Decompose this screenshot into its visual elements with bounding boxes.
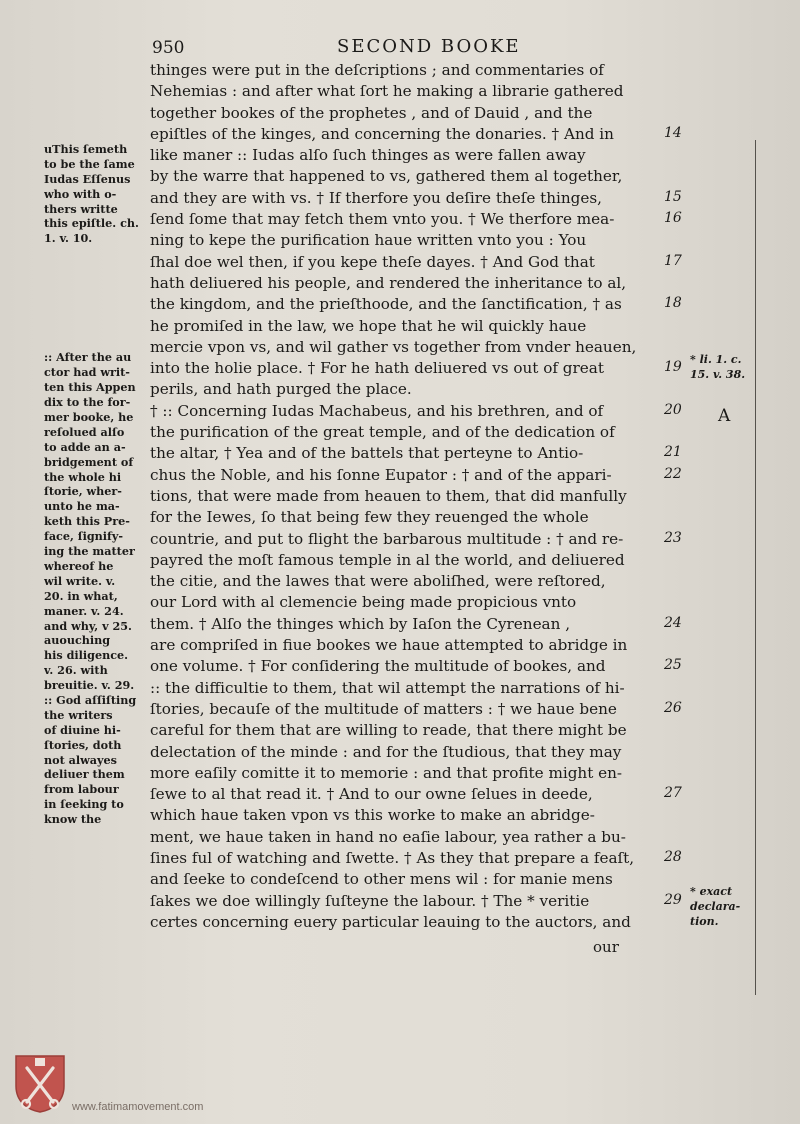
margin-note-line: not alwayes bbox=[44, 752, 117, 767]
verse-number: 24 bbox=[664, 614, 682, 631]
verse-number: 14 bbox=[664, 124, 682, 141]
text-line: together bookes of the prophetes , and of Dauid , and the bbox=[150, 103, 593, 122]
margin-note-line: bridgement of bbox=[44, 454, 134, 469]
text-line: tions, that were made from heauen to them, that did manfully bbox=[150, 486, 627, 505]
margin-note-line bbox=[44, 276, 149, 291]
margin-note-line: ſtories, doth bbox=[44, 737, 122, 752]
margin-note-line bbox=[44, 261, 149, 276]
text-line: epiſtles of the kinges, and concerning the donaries. † And in bbox=[150, 124, 614, 143]
text-line: one volume. † For conſidering the multitude of bookes, and bbox=[150, 657, 606, 676]
margin-note-line: whereof he bbox=[44, 558, 114, 573]
margin-note-line: who with o- bbox=[44, 186, 117, 201]
text-line: the altar, † Yea and of the battels that perteyne to Antio- bbox=[150, 444, 584, 463]
text-line: into the holie place. † For he hath deliuered vs out of great bbox=[150, 359, 604, 378]
margin-note-line: this epiſtle. ch. bbox=[44, 216, 139, 231]
text-line: perils, and hath purged the place. bbox=[150, 380, 412, 399]
watermark-url: www.fatimamovement.com bbox=[72, 1101, 204, 1113]
papal-keys-logo bbox=[12, 1052, 68, 1114]
verse-number: 23 bbox=[664, 529, 682, 546]
text-line: countrie, and put to flight the barbarous multitude : † and re- bbox=[150, 529, 624, 548]
text-line: by the warre that happened to vs, gathered them al together, bbox=[150, 167, 623, 186]
margin-rule bbox=[755, 140, 756, 995]
margin-note-line bbox=[44, 336, 149, 351]
margin-note-line: breuitie. v. 29. bbox=[44, 678, 135, 693]
margin-note-line bbox=[44, 306, 149, 321]
section-marker: A bbox=[718, 406, 731, 426]
margin-note-line: ſtorie, wher- bbox=[44, 484, 122, 499]
margin-note-line: face, ſignify- bbox=[44, 529, 124, 544]
margin-note-line: thers writte bbox=[44, 201, 118, 216]
margin-note-line: uThis ſemeth bbox=[44, 142, 128, 156]
margin-note-line: maner. v. 24. bbox=[44, 603, 124, 618]
text-line: are compriſed in fiue bookes we haue attempted to abridge in bbox=[150, 636, 628, 655]
catchword: our bbox=[593, 938, 619, 956]
text-line: ſakes we doe willingly ſuſteyne the labour. † The * veritie bbox=[150, 891, 590, 910]
margin-note-line: v. 26. with bbox=[44, 663, 108, 678]
text-line: certes concerning euery particular leauing to the auctors, and bbox=[150, 912, 631, 931]
text-line: which haue taken vpon vs this worke to make an abridge- bbox=[150, 806, 595, 825]
margin-note-line: know the bbox=[44, 812, 102, 827]
right-margin-note-declaration bbox=[690, 884, 740, 929]
verse-number: 25 bbox=[664, 657, 682, 674]
text-line: the kingdom, and the prieſthoode, and the ſanctification, † as bbox=[150, 295, 622, 314]
text-line: careful for them that are willing to reade, that there might be bbox=[150, 721, 627, 740]
text-line: ſtories, becauſe of the multitude of matters : † we haue bene bbox=[150, 699, 617, 718]
text-line: and ſeeke to condeſcend to other mens wil : for manie mens bbox=[150, 870, 613, 889]
margin-note-line: 1. v. 10. bbox=[44, 231, 93, 246]
margin-note-line: deliuer them bbox=[44, 767, 125, 782]
margin-note-line: ten this Appen bbox=[44, 380, 136, 395]
verse-number: 22 bbox=[664, 465, 682, 482]
text-line: the purification of the great temple, and of the dedication of bbox=[150, 423, 615, 442]
margin-note-line: the whole hi bbox=[44, 469, 122, 484]
text-line: ning to kepe the purification haue written vnto you : You bbox=[150, 231, 587, 250]
text-line: payred the moſt famous temple in al the world, and deliuered bbox=[150, 550, 625, 569]
margin-note-line: mer booke, he bbox=[44, 410, 134, 425]
margin-note-line: from labour bbox=[44, 782, 119, 797]
text-line: more eaſily comitte it to memorie : and that profite might en- bbox=[150, 763, 623, 782]
margin-note-line: to be the ſame bbox=[44, 156, 135, 171]
text-line: them. † Alſo the thinges which by Iaſon the Cyrenean , bbox=[150, 614, 571, 633]
margin-note-line bbox=[44, 291, 149, 306]
text-line: ſend ſome that may fetch them vnto you. † We therfore mea- bbox=[150, 210, 615, 229]
margin-note-line: auouching bbox=[44, 633, 111, 648]
margin-note-line: :: God aſſiſting bbox=[44, 692, 137, 707]
left-margin-notes bbox=[44, 142, 149, 827]
text-line: ſewe to al that read it. † And to our owne ſelues in deede, bbox=[150, 785, 593, 804]
verse-number: 26 bbox=[664, 700, 682, 716]
running-title: SECOND BOOKE bbox=[337, 36, 521, 57]
text-line: and they are with vs. † If therfore you deſire theſe thinges, bbox=[150, 188, 602, 207]
margin-note-line: in ſeeking to bbox=[44, 797, 124, 812]
text-line: :: the difficultie to them, that wil attempt the narrations of hi- bbox=[150, 678, 625, 697]
margin-note-line: ing the matter bbox=[44, 544, 135, 559]
margin-note-line bbox=[44, 246, 149, 261]
verse-number: 29 bbox=[664, 891, 682, 908]
margin-note-line bbox=[44, 321, 149, 336]
verse-number: 20 bbox=[664, 401, 682, 418]
right-note-line: 15. v. 38. bbox=[690, 368, 746, 381]
verse-number: 17 bbox=[664, 252, 682, 269]
margin-note-line: Iudas Eſſenus bbox=[44, 171, 131, 186]
text-line: hath deliuered his people, and rendered the inheritance to al, bbox=[150, 273, 627, 292]
verse-number: 21 bbox=[664, 444, 682, 461]
text-line: ſines ful of watching and ſwette. † As they that prepare a feaſt, bbox=[150, 848, 635, 867]
text-line: mercie vpon vs, and wil gather vs together from vnder heauen, bbox=[150, 337, 637, 356]
margin-note-line: 20. in what, bbox=[44, 588, 118, 603]
verse-number: 27 bbox=[664, 785, 682, 802]
margin-note-line: unto he ma- bbox=[44, 499, 120, 514]
margin-note-line: :: After the au bbox=[44, 350, 132, 365]
right-margin-note-reference bbox=[690, 352, 745, 382]
verse-number: 16 bbox=[664, 210, 682, 227]
margin-note-line: reſolued alſo bbox=[44, 424, 125, 439]
right-note-line: * exact bbox=[690, 885, 733, 898]
text-line: chus the Noble, and his ſonne Eupator : † and of the appari- bbox=[150, 465, 612, 484]
margin-note-line: dix to the for- bbox=[44, 395, 131, 410]
margin-note-line: keth this Pre- bbox=[44, 514, 130, 529]
text-line: for the Iewes, ſo that being few they reuenged the whole bbox=[150, 508, 589, 527]
text-line: † :: Concerning Iudas Machabeus, and his brethren, and of bbox=[150, 401, 604, 420]
right-note-line: * li. 1. c. bbox=[690, 353, 742, 366]
margin-note-line: of diuine hi- bbox=[44, 722, 121, 737]
page-number: 950 bbox=[152, 38, 185, 58]
right-note-line: tion. bbox=[690, 915, 719, 928]
text-line: ment, we haue taken in hand no eaſie labour, yea rather a bu- bbox=[150, 827, 626, 846]
text-line: our Lord with al clemencie being made propicious vnto bbox=[150, 593, 577, 612]
margin-note-line: wil write. v. bbox=[44, 573, 116, 588]
verse-number: 15 bbox=[664, 188, 682, 205]
text-line: ſhal doe wel then, if you kepe theſe dayes. † And God that bbox=[150, 252, 595, 271]
margin-note-line: and why, v 25. bbox=[44, 618, 132, 633]
margin-note-line: the writers bbox=[44, 707, 113, 722]
verse-number: 19 bbox=[664, 359, 682, 376]
margin-note-line: ctor had writ- bbox=[44, 365, 130, 380]
text-line: the citie, and the lawes that were aboliſhed, were reſtored, bbox=[150, 572, 606, 591]
text-line: he promiſed in the law, we hope that he wil quickly haue bbox=[150, 316, 587, 335]
text-line: Nehemias : and after what ſort he making a librarie gathered bbox=[150, 82, 624, 101]
text-line: thinges were put in the deſcriptions ; and commentaries of bbox=[150, 61, 604, 79]
text-line: like maner :: Iudas alſo ſuch thinges as were fallen away bbox=[150, 146, 586, 165]
verse-number: 18 bbox=[664, 295, 682, 312]
text-line: delectation of the minde : and for the ſtudious, that they may bbox=[150, 742, 622, 761]
margin-note-line: to adde an a- bbox=[44, 439, 126, 454]
right-note-line: declara- bbox=[690, 900, 741, 913]
margin-note-line: his diligence. bbox=[44, 648, 129, 663]
verse-number: 28 bbox=[664, 849, 682, 866]
main-text-column bbox=[150, 60, 670, 933]
